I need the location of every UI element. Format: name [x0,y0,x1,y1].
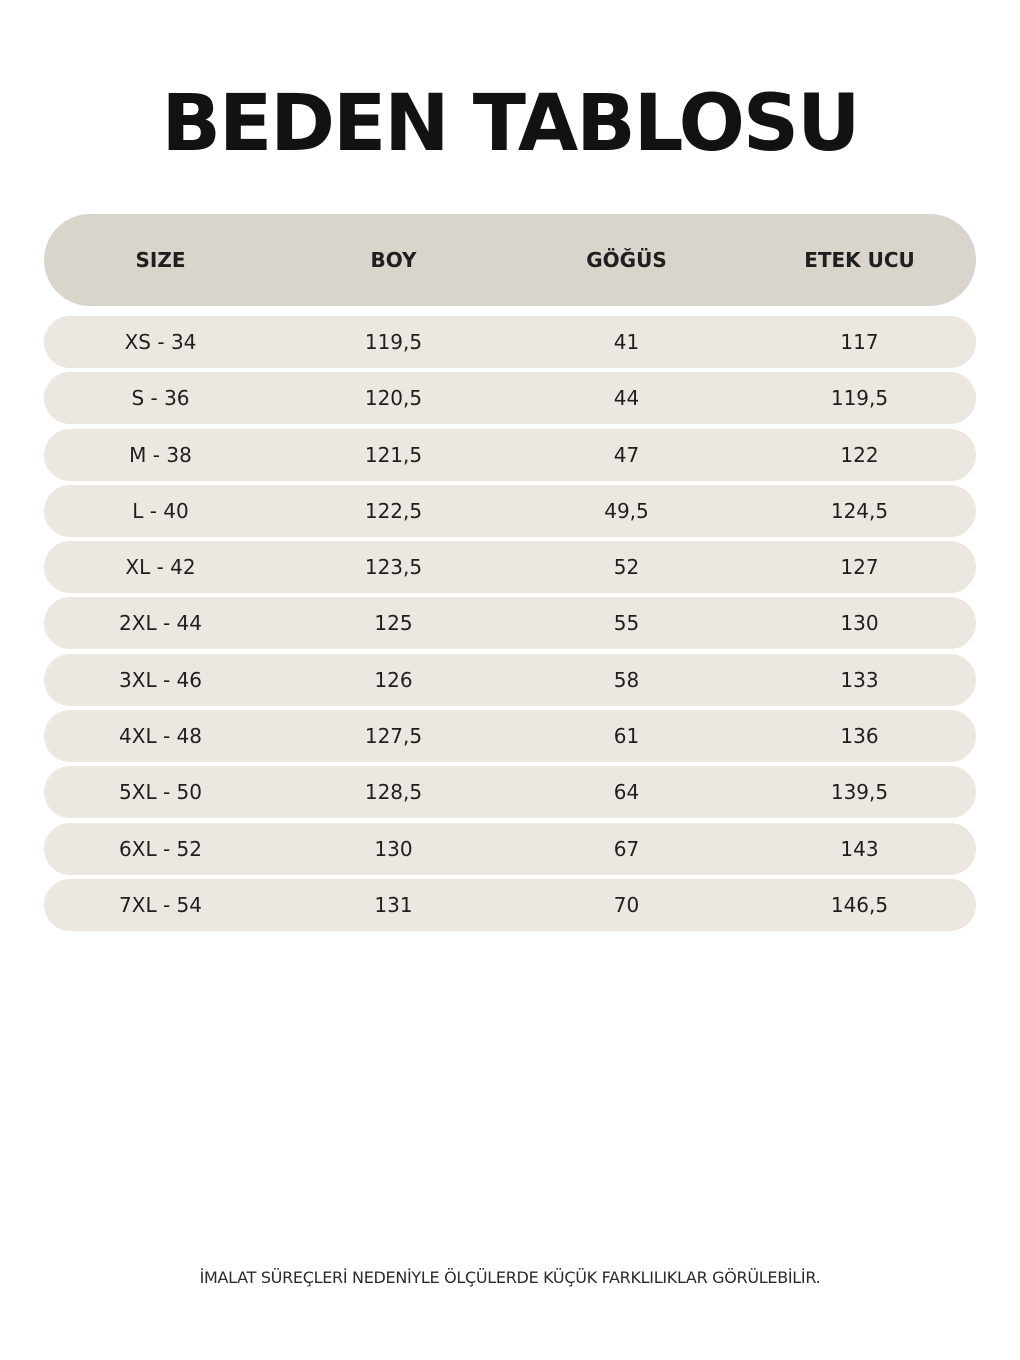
table-row [44,429,976,481]
table-row [44,654,976,706]
cell-gogus: 55 [613,611,640,636]
cell-size: XL - 42 [125,555,196,580]
header-gogus: GÖĞÜS [586,248,667,272]
cell-etek-ucu: 143 [840,836,879,861]
header-etek-ucu: ETEK UCU [804,248,915,272]
table-row [44,823,976,875]
table-row [44,710,976,762]
cell-gogus: 70 [613,892,640,917]
cell-gogus: 52 [613,555,640,580]
cell-etek-ucu: 124,5 [830,498,889,523]
cell-size: 6XL - 52 [119,836,202,861]
cell-etek-ucu: 133 [840,667,879,692]
cell-etek-ucu: 122 [840,442,879,467]
size-table-body [44,316,976,935]
cell-etek-ucu: 127 [840,555,879,580]
cell-gogus: 67 [613,836,640,861]
cell-boy: 122,5 [364,498,423,523]
cell-etek-ucu: 130 [840,611,879,636]
cell-boy: 131 [374,892,413,917]
cell-gogus: 47 [613,442,640,467]
cell-etek-ucu: 139,5 [830,780,889,805]
cell-size: 4XL - 48 [119,724,202,749]
cell-boy: 121,5 [364,442,423,467]
cell-boy: 127,5 [364,724,423,749]
cell-size: M - 38 [129,442,192,467]
cell-etek-ucu: 146,5 [830,892,889,917]
cell-size: 2XL - 44 [119,611,202,636]
table-row [44,372,976,424]
cell-boy: 128,5 [364,780,423,805]
cell-boy: 125 [374,611,413,636]
cell-boy: 126 [374,667,413,692]
cell-gogus: 41 [613,330,640,354]
cell-gogus: 58 [613,667,640,692]
cell-size: 3XL - 46 [119,667,202,692]
table-row [44,597,976,649]
cell-gogus: 64 [613,780,640,805]
table-row [44,485,976,537]
cell-boy: 130 [374,836,413,861]
table-row [44,541,976,593]
table-row [44,316,976,368]
cell-size: 7XL - 54 [119,892,202,917]
cell-etek-ucu: 136 [840,724,879,749]
cell-boy: 123,5 [364,555,423,580]
table-row [44,879,976,931]
cell-size: S - 36 [131,386,190,411]
table-row [44,766,976,818]
header-size: SIZE [135,248,186,272]
header-boy: BOY [370,248,417,272]
table-header [44,214,976,306]
cell-boy: 120,5 [364,386,423,411]
footer-note: İMALAT SÜREÇLERİ NEDENİYLE ÖLÇÜLERDE KÜÇÜK FARKLILIKLAR GÖRÜLEBİLİR. [199,1268,821,1287]
page-title: BEDEN TABLOSU [161,79,859,169]
cell-boy: 119,5 [364,330,423,354]
cell-gogus: 61 [613,724,640,749]
cell-size: 5XL - 50 [119,780,202,805]
cell-gogus: 49,5 [604,498,649,523]
cell-gogus: 44 [613,386,640,411]
cell-etek-ucu: 119,5 [830,386,889,411]
cell-size: L - 40 [132,498,189,523]
cell-etek-ucu: 117 [840,330,879,354]
cell-size: XS - 34 [124,330,197,354]
